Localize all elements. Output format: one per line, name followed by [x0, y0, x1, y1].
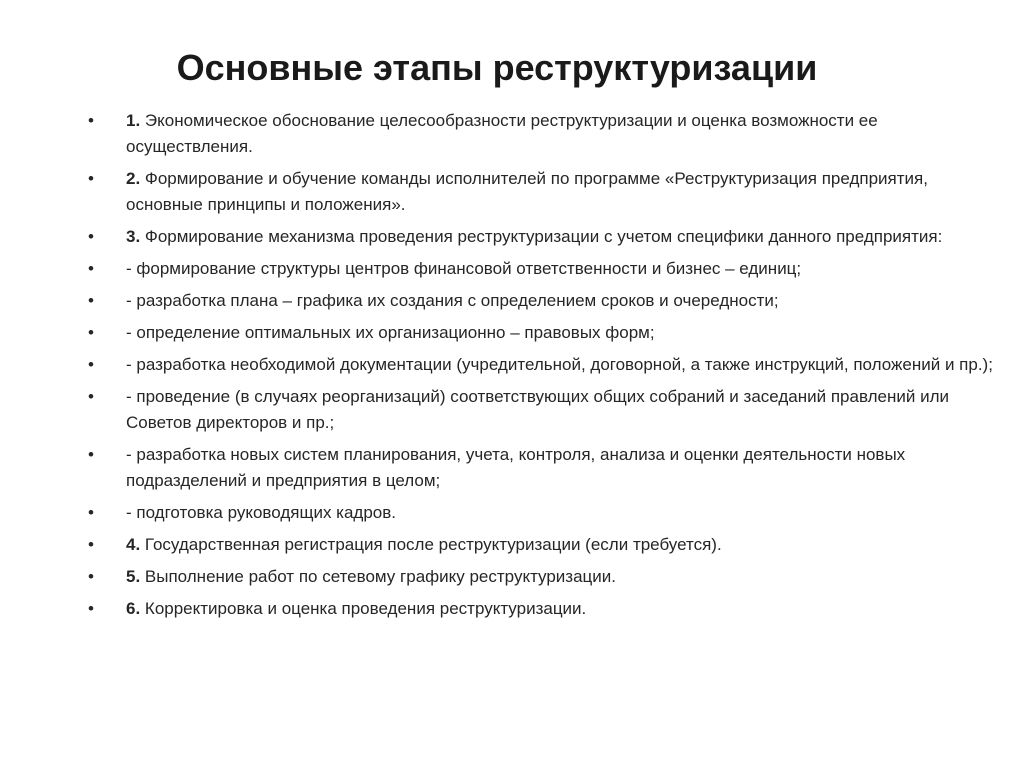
list-item — [88, 384, 998, 436]
list-item — [88, 564, 998, 590]
list-item — [88, 166, 998, 218]
bullet-icon: • — [88, 445, 94, 464]
list-item — [88, 224, 998, 250]
list-item — [88, 532, 998, 558]
list-item-text: - определение оптимальных их организационно – правовых форм; — [126, 323, 655, 342]
list-item-text: - разработка плана – графика их создания с определением сроков и очередности; — [126, 291, 779, 310]
step-number: 4. — [126, 535, 141, 554]
list-item-text: - подготовка руководящих кадров. — [126, 503, 397, 522]
list-item-text: - разработка необходимой документации (учредительной, договорной, а также инструкций, положений и пр.); — [126, 355, 993, 374]
list-item-text: Корректировка и оценка проведения реструктуризации. — [140, 599, 587, 618]
bullet-icon: • — [88, 259, 94, 278]
list-item-text: Формирование и обучение команды исполнителей по программе «Реструктуризация предприятия, основные принципы и положения». — [126, 169, 928, 214]
list-item-text: Экономическое обоснование целесообразности реструктуризации и оценка возможности ее осуществления. — [126, 111, 878, 156]
bullet-icon: • — [88, 291, 94, 310]
bullet-icon: • — [88, 387, 94, 406]
list-item — [88, 500, 998, 526]
bullet-icon: • — [88, 503, 94, 522]
bullet-list — [88, 108, 998, 628]
bullet-icon: • — [88, 355, 94, 374]
step-number: 1. — [126, 111, 141, 130]
list-item-text: Государственная регистрация после реструктуризации (если требуется). — [140, 535, 722, 554]
bullet-icon: • — [88, 599, 94, 618]
slide-title: Основные этапы реструктуризации — [176, 47, 818, 88]
bullet-icon: • — [88, 567, 94, 586]
list-item — [88, 288, 998, 314]
step-number: 3. — [126, 227, 141, 246]
list-item-text: - разработка новых систем планирования, учета, контроля, анализа и оценки деятельности новых подразделений и предприятия в целом; — [126, 445, 906, 490]
list-item — [88, 256, 998, 282]
list-item — [88, 442, 998, 494]
list-item-text: Формирование механизма проведения реструктуризации с учетом специфики данного предприятия: — [140, 227, 943, 246]
step-number: 5. — [126, 567, 141, 586]
step-number: 6. — [126, 599, 141, 618]
list-item-text: Выполнение работ по сетевому графику реструктуризации. — [140, 567, 617, 586]
step-number: 2. — [126, 169, 141, 188]
bullet-icon: • — [88, 111, 94, 130]
list-item-text: - проведение (в случаях реорганизаций) соответствующих общих собраний и заседаний правлений или Советов директоров и пр.; — [126, 387, 949, 432]
bullet-icon: • — [88, 535, 94, 554]
list-item-text: - формирование структуры центров финансовой ответственности и бизнес – единиц; — [126, 259, 802, 278]
list-item — [88, 320, 998, 346]
list-item — [88, 352, 998, 378]
list-item — [88, 108, 998, 160]
bullet-icon: • — [88, 323, 94, 342]
list-item — [88, 596, 998, 622]
bullet-icon: • — [88, 169, 94, 188]
bullet-icon: • — [88, 227, 94, 246]
